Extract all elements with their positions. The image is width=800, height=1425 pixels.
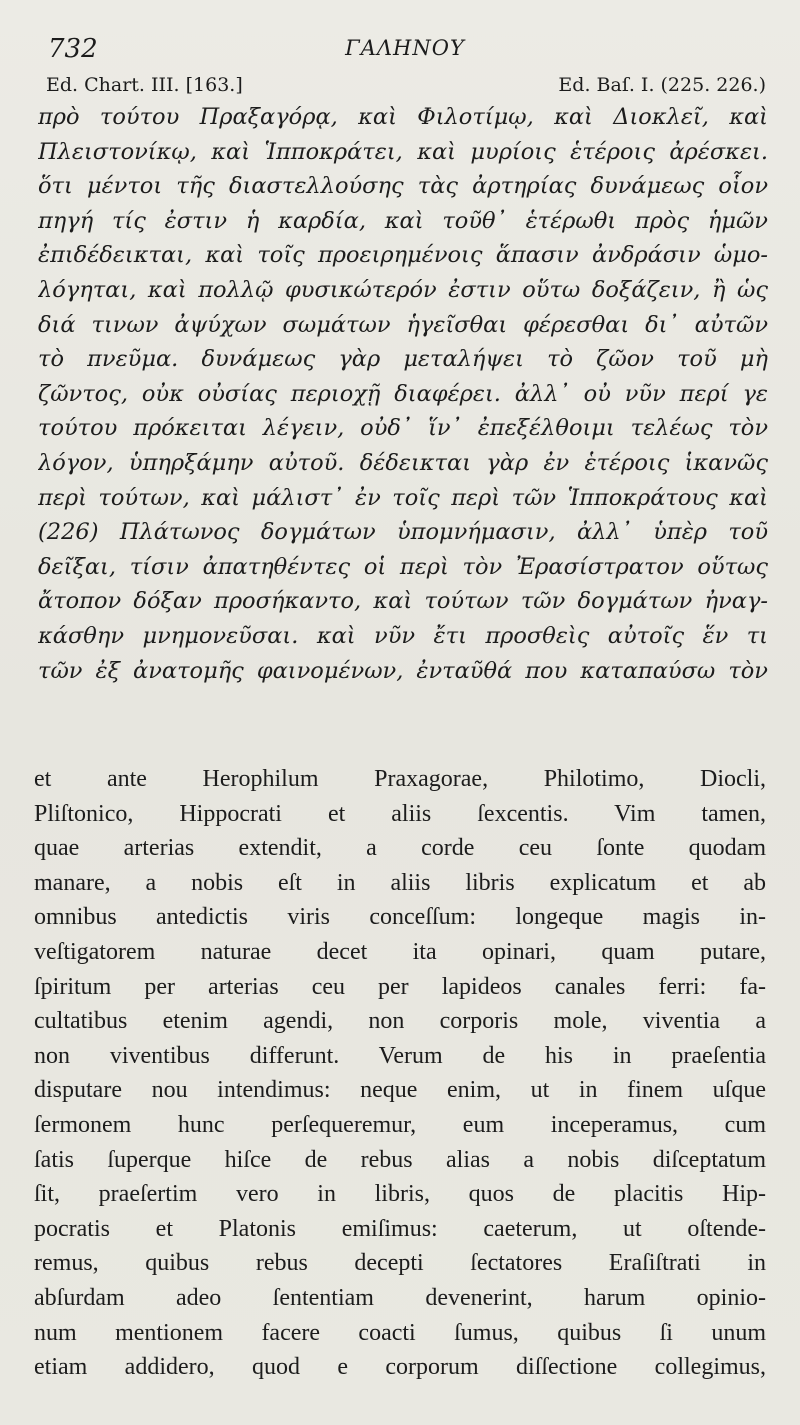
latin-text-line: et ante Herophilum Praxagorae, Philotimo, Diocli, [34, 766, 766, 792]
latin-text-line: etiam addidero, quod e corporum diſſectione collegimus, [34, 1354, 766, 1381]
greek-text-block [38, 100, 768, 688]
greek-text-line: τὸ πνεῦμα. δυνάμεως γὰρ μεταλήψει τὸ ζῶον τοῦ μὴ [38, 346, 768, 373]
greek-text-line: λόγηται, καὶ πολλῷ φυσικώτερόν ἐστιν οὕτω δοξάζειν, ἢ ὡς [38, 276, 768, 303]
page-header [40, 34, 770, 74]
latin-text-line: omnibus antedictis viris conceſſum: longeque magis in- [34, 904, 766, 931]
greek-text-line: ὅτι μέντοι τῆς διαστελλούσης τὰς ἀρτηρίας δυνάμεως οἷον [38, 173, 768, 200]
greek-text-line: λόγον, ὑπηρξάμην αὐτοῦ. δέδεικται γὰρ ἐν ἑτέροις ἱκανῶς [38, 449, 768, 476]
greek-text-line: πρὸ τούτου Πραξαγόρᾳ, καὶ Φιλοτίμῳ, καὶ Διοκλεῖ, καὶ [38, 104, 768, 130]
greek-text-line: τούτου πρόκειται λέγειν, οὐδ᾽ ἵν᾽ ἐπεξέλθοιμι τελέως τὸν [38, 415, 768, 442]
latin-text-line: ſpiritum per arterias ceu per lapideos canales ferri: fa- [34, 973, 766, 1000]
latin-text-line: quae arterias extendit, a corde ceu ſonte quodam [34, 835, 766, 862]
latin-text-line: abſurdam adeo ſententiam devenerint, harum opinio- [34, 1284, 766, 1311]
latin-text-block [34, 762, 766, 1385]
latin-text-line: veſtigatorem naturae decet ita opinari, quam putare, [34, 938, 766, 965]
latin-text-line: manare, a nobis eſt in aliis libris explicatum et ab [34, 869, 766, 896]
latin-text-line: Pliſtonico, Hippocrati et aliis ſexcentis. Vim tamen, [34, 800, 766, 827]
greek-text-line: πηγή τίς ἐστιν ἡ καρδία, καὶ τοῦθ᾽ ἑτέρωθι πρὸς ἡμῶν [38, 207, 768, 234]
latin-text-line: cultatibus etenim agendi, non corporis mole, viventia a [34, 1008, 766, 1035]
greek-text-line: ἄτοπον δόξαν προσήκαντο, καὶ τούτων τῶν δογμάτων ἠναγ- [38, 588, 768, 615]
latin-text-line: ſermonem hunc perſequeremur, eum inceperamus, cum [34, 1111, 766, 1138]
page-number: 732 [48, 34, 98, 64]
latin-text-line: remus, quibus rebus decepti ſectatores Eraſiſtrati in [34, 1250, 766, 1277]
greek-text-line: ζῶντος, οὐκ οὐσίας περιοχῇ διαφέρει. ἀλλ᾽ οὐ νῦν περί γε [38, 380, 768, 407]
latin-text-line: ſit, praeſertim vero in libris, quos de placitis Hip- [34, 1181, 766, 1208]
greek-text-line: τῶν ἐξ ἀνατομῆς φαινομένων, ἐνταῦθά που καταπαύσω τὸν [38, 657, 768, 684]
greek-text-line: δεῖξαι, τίσιν ἀπατηθέντες οἱ περὶ τὸν Ἐρασίστρατον οὕτως [38, 553, 768, 580]
greek-text-line: ἐπιδέδεικται, καὶ τοῖς προειρημένοις ἅπασιν ἀνδράσιν ὡμο- [38, 242, 768, 269]
latin-text-line: ſatis ſuperque hiſce de rebus alias a nobis diſceptatum [34, 1146, 766, 1173]
greek-text-line: Πλειστονίκῳ, καὶ Ἱπποκράτει, καὶ μυρίοις ἑτέροις ἀρέσκει. [38, 138, 768, 165]
latin-text-line: pocratis et Platonis emiſimus: caeterum, ut oſtende- [34, 1215, 766, 1242]
greek-text-line: περὶ τούτων, καὶ μάλιστ᾽ ἐν τοῖς περὶ τῶν Ἱπποκράτους καὶ [38, 484, 768, 511]
edition-reference-basel: Ed. Baſ. I. (225. 226.) [558, 74, 766, 96]
running-title: ΓΑΛΗΝΟΥ [345, 36, 465, 60]
latin-text-line: disputare nou intendimus: neque enim, ut in finem uſque [34, 1077, 766, 1104]
greek-text-line: (226) Πλάτωνος δογμάτων ὑπομνήμασιν, ἀλλ᾽ ὑπὲρ τοῦ [38, 519, 768, 546]
latin-text-line: num mentionem facere coacti ſumus, quibus ſi unum [34, 1319, 766, 1346]
latin-text-line: non viventibus differunt. Verum de his in praeſentia [34, 1042, 766, 1069]
greek-text-line: κάσθην μνημονεῦσαι. καὶ νῦν ἔτι προσθεὶς αὐτοῖς ἕν τι [38, 622, 768, 649]
edition-reference-chartier: Ed. Chart. III. [163.] [46, 74, 243, 96]
greek-text-line: διά τινων ἀψύχων σωμάτων ἡγεῖσθαι φέρεσθαι δι᾽ αὐτῶν [38, 311, 768, 338]
